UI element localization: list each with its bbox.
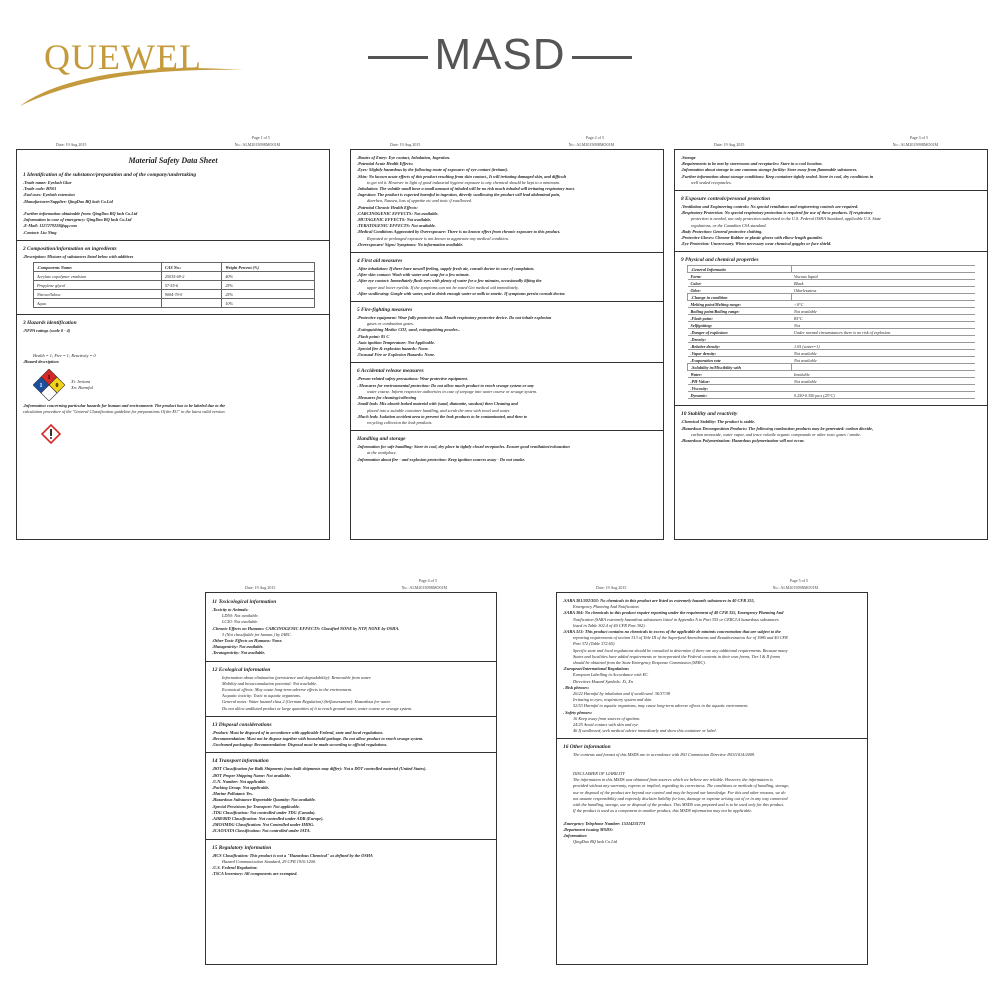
section-line: .Measures for cleaning/collecting	[357, 395, 417, 401]
section-line: . Safety phrases:	[563, 709, 593, 715]
section-heading: 9 Physical and chemical properties	[681, 257, 759, 264]
properties-row	[688, 294, 976, 301]
section-line: .Information about fire - and explosion protection: Keep ignition sources away - Do not smoke.	[357, 456, 526, 462]
section-line: .Person-related safety precautions: Wear protective equipment.	[357, 376, 468, 382]
page-date: Date: 19 Aug 2015	[596, 585, 627, 590]
property-value: Not available	[791, 378, 975, 385]
section-line: .Teratogenicity: Not available.	[212, 650, 266, 656]
section-heading: 15 Regulatory information	[212, 844, 272, 851]
section-line: .Much leak: Isolation accident area to prevent the leak products to be contaminated, and then to	[357, 413, 528, 419]
page-meta	[674, 135, 988, 149]
header-dash-right	[572, 56, 632, 59]
property-label: Boiling point/Boiling range:	[688, 308, 792, 315]
page-number: Page 5 of 5	[789, 578, 808, 583]
section-line: 16 Keep away from sources of ignition.	[573, 715, 641, 721]
section-line: .End uses: Eyelash extension	[23, 192, 75, 198]
properties-row	[688, 301, 976, 308]
header-text: MASD	[434, 30, 566, 79]
page-date: Date: 19 Aug 2015	[245, 585, 276, 590]
section-line: .Requirements to be met by storerooms and receptacles: Store in a cool location.	[681, 161, 823, 167]
property-label: Odor:	[688, 287, 792, 294]
section-line: .Information about storage in one common storage facility: Store away from flammable substances.	[681, 167, 858, 173]
section-heading: 2 Composition/information on ingredients	[23, 245, 117, 252]
section-line: .ADR/RID Classification: Not controlled under ADR (Europe).	[212, 816, 324, 822]
section-heading: 14 Transport information	[212, 758, 269, 765]
page-date: Date: 19 Aug 2015	[390, 142, 421, 147]
section-line: .SARA 301/302/303: No chemicals in this product are listed as extremely hazards substances in 40 CFR 355,	[563, 598, 755, 603]
section-line: .ICAO/IATA Classification: Not controlled under IATA.	[212, 828, 311, 834]
section-line: .Protective equipment: Wear fully protective suit. Mouth respiratory protective device. Do not inhale explosion	[357, 315, 552, 321]
nfpa-notes	[71, 379, 93, 391]
section-line: .Ventilation and Engineering controls: No special ventilation and engineering controls are required.	[681, 204, 859, 210]
section-line: . Measures for environmental protection: Do not allow much product to reach sewage system or any	[357, 382, 534, 388]
property-label: .Evaporation rate	[688, 357, 792, 364]
property-label: Selfigniting:	[688, 322, 792, 329]
section-line: placed into a suitable container handling, and scrub the area with towel and water.	[367, 407, 511, 413]
doc-number: No.: ALM201509RMO01M	[234, 142, 280, 147]
msds-page-2	[350, 135, 664, 540]
table-cell: Nitrocellulose	[34, 290, 162, 299]
section-line: .Emergency Telephone Number: 15314231773	[563, 820, 646, 826]
page-frame	[350, 149, 664, 540]
section-line: Mobility and bioaccumulation potential: Not available.	[222, 680, 318, 686]
quewel-logo	[14, 10, 254, 110]
header-title	[320, 30, 680, 80]
msds-section	[17, 169, 329, 241]
ghs-exclamation-icon	[41, 424, 61, 444]
table-row	[34, 281, 315, 290]
section-line: General notes: Water hazard class 2 (German Regulation) (Selfassessment): Hazardous for water.	[222, 699, 391, 705]
table-cell: 9004-70-0	[161, 290, 222, 299]
properties-table	[687, 265, 975, 399]
msds-section	[675, 408, 987, 448]
table-header-cell: Weight Percent (%)	[222, 263, 315, 272]
section-line: provided without any warranty, express or implied, regarding its correctness. The conditions or methods of handling, storage,	[573, 783, 790, 789]
table-row	[34, 299, 315, 308]
properties-row	[688, 371, 976, 378]
msds-section	[206, 596, 496, 662]
property-label: .Vapor density:	[688, 350, 792, 357]
section-line: .Special fire & explosion hazards: None.	[357, 346, 429, 352]
section-line: .Protective Gloves: Chrome Rubber or plastic gloves with elbow-length gauntlet.	[681, 235, 823, 241]
page-number: Page 2 of 5	[585, 135, 604, 140]
section-line: . Risk phrases:	[563, 684, 590, 690]
section-line: .Hazard description:	[23, 359, 60, 365]
section-line: .After inhalation: If there have unwell feeling, supply fresh air, consult doctor in case of complaints.	[357, 266, 535, 272]
nfpa-health-value: 1	[39, 383, 43, 390]
section-line: listed in Table 302.4 of 40 CFR Part 302).	[573, 622, 646, 628]
properties-row	[688, 364, 976, 371]
table-row	[34, 290, 315, 299]
page-title: Material Safety Data Sheet	[128, 156, 218, 165]
page-number: Page 1 of 5	[251, 135, 270, 140]
msds-section	[557, 596, 867, 739]
section-line: .Description: Mixture of substances listed below with additives	[23, 253, 134, 259]
section-heading: 12 Ecological information	[212, 666, 271, 673]
section-line: .IMO/IMDG Classification: Not Controlled under IMDG.	[212, 822, 315, 828]
nfpa-fire-value: 1	[47, 375, 51, 382]
property-value: Not available	[791, 308, 975, 315]
section-heading: Handling and storage	[357, 436, 406, 443]
nfpa-diamond-icon	[33, 369, 65, 401]
properties-row	[688, 308, 976, 315]
section-line: .Chemical Stability: The product is stable.	[681, 419, 756, 425]
properties-row	[688, 336, 976, 343]
section-line: .Trade code: BN01	[23, 186, 57, 192]
section-line: .Recommendation: Must not be dispose together with household garbage. Do not allow product to reach sewage system.	[212, 736, 424, 742]
properties-row	[688, 287, 976, 294]
section-heading: 4 First aid measures	[357, 258, 403, 265]
properties-row	[688, 392, 976, 399]
property-label: Water:	[688, 371, 792, 378]
property-label: .Density:	[688, 336, 792, 343]
section-line: .Manufacturer/Supplier: QingDao BQ lash Co.Ltd	[23, 198, 113, 204]
section-line: .After eye contact: Immediately flush eyes with plenty of water for a few minutes, occasionally lifting the	[357, 278, 542, 284]
section-line: States and localities have added requirements or incorporated the Federal contents in their own forms, Tier I & II forms	[573, 653, 781, 659]
section-line: diarrhea, Nausea, loss of appetite etc and toxic if swallowed.	[367, 198, 472, 204]
section-line: .DOT Classification for Bulk Shipments (non bulk shipments may differ): Not a DOT controlled material (United States).	[212, 766, 427, 772]
section-line: Repeated or prolonged exposure is not known to aggravate any medical condition.	[367, 235, 509, 241]
section-line: .TDG Classification: Not controlled under TDG (Canada).	[212, 809, 316, 815]
table-cell: Acrylate copolymer emulsion	[34, 272, 162, 281]
msds-section	[675, 153, 987, 191]
property-label: .Viscosity:	[688, 385, 792, 392]
brand-name: QUEWEL	[44, 37, 202, 77]
property-label: .PH-Value:	[688, 378, 792, 385]
section-line: .Eyes: Slightly hazardous by the following route of exposure: of eye contact (irritant).	[357, 167, 509, 173]
property-value: Not available	[791, 350, 975, 357]
property-label: Color:	[688, 280, 792, 287]
property-label: Dynamic:	[688, 392, 792, 399]
section-line: Irritating to eyes, respiratory system and skin.	[573, 697, 653, 703]
property-value: <0°C	[791, 301, 975, 308]
section-line: Acquatic toxicity: Toxic to aquatic organisms.	[222, 693, 301, 699]
section-line: .Mutagenicity: Not available.	[212, 644, 264, 650]
msds-page-3	[674, 135, 988, 540]
section-line: not assume responsibility and expressly disclaim liability for loss, damage or expense arising out of or in any way connected	[573, 795, 788, 801]
section-line: LC50: Not available.	[222, 619, 259, 625]
section-line: .Potential Chronic Health Effects:	[357, 204, 418, 210]
page-frame	[674, 149, 988, 540]
section-line: protection is needed, use only protection authorized in the U.S. Federal OSHA Standard, applicable U.S. State	[691, 216, 882, 222]
section-line: .Trade name: Eyelash Glue	[23, 180, 72, 185]
section-line: .Department issuing MSDS:	[563, 826, 614, 832]
section-line: .Chronic Effects on Humans: CARCINOGENIC EFFECTS: Classified NONE by NTP, NONE by OSHA.	[212, 625, 400, 631]
section-line: .Extinguishing Media: CO2, sand, extinguishing powder...	[357, 327, 461, 333]
section-line: .Inhalation: The volatile small have a small amount of inhaled will be no risk much inhaled will irritating respiratory tract.	[357, 186, 575, 192]
section-line: .TSCA Inventory: All components are exempted.	[212, 871, 298, 877]
page-number: Page 4 of 5	[418, 578, 437, 583]
doc-number: No.: ALM201509RMO01M	[772, 585, 818, 590]
section-line: carbon monoxide, water vapor, and trace volatile organic compounds or other toxic gases / smoke.	[691, 431, 862, 437]
section-heading: 11 Toxicological information	[212, 599, 277, 605]
section-line: with the handling, storage, use or disposal of the product. This MSDS was prepared and is to be used only for this product.	[573, 802, 785, 808]
section-line: to get rid it. However in light of good industrial hygiene exposure to any chemical should be kept to a minimum.	[367, 179, 560, 185]
section-line: .Marine Pollutant: Yes.	[212, 791, 253, 797]
doc-number: No.: ALM201509RMO01M	[401, 585, 447, 590]
section-line: .Information in case of emergency: QingDao BQ lash Co.Ltd	[23, 217, 132, 223]
section-line: Part 372 (Table 372.65).	[573, 641, 616, 647]
table-cell: 25035-69-2	[161, 272, 222, 281]
properties-row	[688, 343, 976, 350]
section-line: .Toxicity to Animals:	[212, 607, 249, 612]
property-value	[791, 385, 975, 392]
property-value: Odorlessness	[791, 287, 975, 294]
section-line: .MUTAGENIC EFFECTS: Not available.	[357, 217, 432, 223]
section-line: .Product: Must be disposed of in accordance with applicable Federal, state and local regulations.	[212, 729, 384, 735]
properties-row	[688, 385, 976, 392]
msds-section	[206, 719, 496, 754]
section-line: .Flash point: 85 C	[357, 333, 390, 339]
property-label: .Danger of explosion:	[688, 329, 792, 336]
section-line: .Overexposure/ Signs/ Symptoms: No information available.	[357, 241, 464, 247]
section-heading: 5 Fire-fighting measures	[357, 307, 413, 314]
msds-page-4	[205, 578, 497, 965]
msds-section	[675, 193, 987, 252]
section-line: Health = 1; Fire = 1; Reactivity = 0	[33, 352, 96, 358]
section-line: .Information concerning particular hazards for human and environment: The product has to be labeled due to the	[23, 403, 226, 409]
nfpa-reactivity-value: 0	[55, 383, 59, 390]
section-line: .Further information about storage conditions: Keep container tightly sealed. Store in cool, dry conditions in	[681, 173, 874, 179]
property-label: Form:	[688, 273, 792, 280]
section-line: .After skin contact: Wash with water and soap for a few minute.	[357, 272, 470, 278]
property-label: .Change in condition	[688, 294, 792, 301]
msds-section	[351, 365, 663, 431]
section-line: European Labelling in Accordance with EC	[573, 672, 649, 678]
section-line: should be obtained from the State Emergency Response Commission (SERC).	[573, 660, 706, 666]
msds-section	[206, 842, 496, 882]
page-frame	[205, 592, 497, 965]
table-cell: Aqua	[34, 299, 162, 308]
section-line: .Ingestion: The product is expected harmful in ingestion, directly swallowing the product will lead abdominal pain,	[357, 192, 561, 198]
msds-section	[17, 317, 329, 453]
section-line: LD50: Not available.	[222, 613, 259, 619]
page-meta	[350, 135, 664, 149]
msds-section	[351, 153, 663, 253]
section-line: Information about elimination (persistence and degradability): Removable from water.	[222, 674, 372, 680]
section-line: .Skin: No known acute effects of this product resulting from skin contact., It will irritating damaged skin, and difficult	[357, 173, 566, 179]
table-header-cell: CAS No.:	[161, 263, 222, 272]
doc-number: No.: ALM201509RMO01M	[892, 142, 938, 147]
nfpa-note: Xi: Irritant	[71, 379, 90, 385]
section-heading: 10 Stability and reactivity	[681, 411, 738, 418]
property-label: .General Informatio	[688, 266, 792, 273]
property-value: Viscous liquid	[791, 273, 975, 280]
page-meta	[556, 578, 868, 592]
table-cell: 25%	[222, 290, 315, 299]
section-heading: 16 Other information	[563, 744, 611, 751]
property-label: Melting point/Melting range:	[688, 301, 792, 308]
msds-section	[557, 741, 867, 849]
properties-row	[688, 322, 976, 329]
property-value: 1.05 (water=1)	[791, 343, 975, 350]
table-cell: 25%	[222, 281, 315, 290]
section-line: .Information:	[563, 833, 588, 839]
section-line: .DOT Proper Shipping Name: Not available.	[212, 772, 291, 778]
section-line: 3 (Not classifiable for human.) by IARC.	[222, 631, 292, 637]
section-line: .SARA 304: No chemicals in this product require reporting under the requirement of 40 CFR 355, Emergency Planning And	[563, 610, 784, 616]
section-line: 52/53 Harmful to aquatic organisms, may cause long-term adverse effects in the aquatic environment.	[573, 703, 749, 709]
section-line: .Other Toxic Effects on Humans: None.	[212, 638, 283, 644]
section-heading: 8 Exposure controls/personal protection	[681, 196, 771, 203]
table-header-row	[34, 263, 315, 272]
section-line: .Contact: Liu Ning	[23, 229, 57, 235]
page-number: Page 3 of 5	[909, 135, 928, 140]
section-line: .Medical Conditions Aggravated by Overexposure: There is no known effect from chronic exposure to this product.	[357, 229, 561, 235]
property-value	[791, 294, 975, 301]
section-line: reporting requirements of section 313 of Title III of the Superfund Amendments and Reauthorization Act of 1986 and 40 CFR	[573, 635, 788, 641]
msds-section	[206, 664, 496, 717]
section-line: Specific state and local regulations should be consulted to determine if there are any additional requirements. Because many	[573, 647, 788, 653]
section-line: DISCLAIMER OF LIABILITY	[573, 771, 625, 777]
section-line: .Unusual Fire or Explosion Hazards: None.	[357, 352, 435, 358]
property-label: .Solubility in/Miscibility with	[688, 364, 792, 371]
section-line: recycling collection the leak products.	[367, 419, 433, 425]
page-meta	[16, 135, 330, 149]
msds-section	[675, 254, 987, 406]
msds-section	[351, 433, 663, 467]
msds-section	[351, 304, 663, 363]
properties-row	[688, 329, 976, 336]
section-line: The contents and format of this MSDS are in accordance with ISO Commission Directive ISO11014/2009.	[573, 752, 756, 758]
msds-section	[351, 255, 663, 302]
section-line: .E-Mail: 1127279228@qq.com	[23, 223, 77, 229]
section-line: .TERATOGENIC EFFECTS: Not available.	[357, 223, 436, 229]
section-line: water course. Inform respective authorities in case of seepage into water course or sewage system.	[367, 388, 538, 394]
section-line: .Storage	[681, 155, 696, 160]
section-line: Do not allow undiluted product or large quantities of it to reach ground water, water course or sewage system.	[222, 705, 413, 711]
section-line: If the product is used as a component in another product, this MSDS information may not be applicable.	[573, 808, 753, 814]
table-row	[34, 272, 315, 281]
section-line: .Uncleaned packaging: Recommendation: Disposal must be made according to official regulations.	[212, 742, 388, 748]
properties-row	[688, 378, 976, 385]
section-line: .Eye Protection: Unnecessary. When necessary wear chemical goggles or face shield.	[681, 241, 832, 247]
section-line: .Respiratory Protection: No special respiratory protection is required for use of these products. If respiratory	[681, 210, 873, 216]
section-line: Ecotoxical effects: May cause long-term adverse effects in the environment.	[222, 687, 353, 693]
section-line: .After swallowing: Gargle with water, and to drink enough water or milk to emetic. If symptoms persist consult doctor.	[357, 290, 566, 296]
section-line: .U.N. Number: Not applicable.	[212, 778, 267, 784]
section-line: 46 If swallowed, seek medical advice immediately and show this container or label.	[573, 728, 717, 734]
property-label: .Flash point:	[688, 315, 792, 322]
property-value: Black	[791, 280, 975, 287]
property-value: Not available	[791, 357, 975, 364]
property-value: Not	[791, 322, 975, 329]
section-line: .Small leak: Mix absorb leaked material with (sand, diatomite, sawdust) then Cleaning and	[357, 401, 518, 407]
section-line: .SARA 313: This product contains no chemicals in excess of the applicable de minimis concentration that are subject to the	[563, 629, 781, 635]
section-line: upper and lower eyelids. If the symptoms can not be eased Get medical aid immediately.	[367, 284, 519, 290]
section-line: at the workplace.	[367, 450, 397, 456]
section-line: regulations, or the Canadian CSA standard.	[691, 222, 767, 228]
section-heading: 13 Disposal considerations	[212, 721, 272, 728]
page-frame	[556, 592, 868, 965]
section-heading: 3 Hazards identification	[23, 320, 77, 327]
property-value	[791, 266, 975, 273]
section-line: Hazard Communication Standard, 29 CFR 1910.1200.	[222, 858, 316, 864]
section-line: .U.S. Federal Regulation:	[212, 865, 258, 871]
page-date: Date: 19 Aug 2015	[714, 142, 745, 147]
section-line: calculation procedure of the "General Classification guideline for preparations Of the EU" in the latest valid version.	[23, 409, 226, 415]
properties-row	[688, 266, 976, 273]
section-line: use or disposal of the product are beyond our control and may be beyond our knowledge. For this and other reasons, we do	[573, 789, 786, 795]
section-line: .Potential Acute Health Effects:	[357, 161, 414, 167]
table-cell: 10%	[222, 299, 315, 308]
section-line: .Routes of Entry: Eye contact, Inhalation, Ingestion.	[357, 155, 451, 160]
section-line: .Body Protection: General protective clothing.	[681, 228, 763, 234]
msds-page-5	[556, 578, 868, 965]
section-line: well sealed receptacles.	[691, 179, 732, 185]
header-dash-left	[368, 56, 428, 59]
table-cell: Propylene glycol	[34, 281, 162, 290]
nfpa-note: Xn: Harmful	[71, 385, 93, 391]
table-cell: 57-55-6	[161, 281, 222, 290]
section-line: 20/22 Harmful by inhalation and if swallowed. 36/37/38	[573, 691, 670, 697]
properties-row	[688, 315, 976, 322]
msds-page-1	[16, 135, 330, 540]
property-value: Under normal circumstances there is no risk of explosion.	[791, 329, 975, 336]
section-line: .Hazardous Polymerization: Hazardous polymerization will not occur.	[681, 438, 805, 444]
table-cell: 40%	[222, 272, 315, 281]
section-line: Directives Hazard Symbols: Xi, Xn	[573, 678, 633, 684]
section-line: gases or combustion gases.	[367, 321, 415, 327]
property-value: Insoluble	[791, 371, 975, 378]
properties-row	[688, 273, 976, 280]
property-value	[791, 336, 975, 343]
msds-section	[206, 755, 496, 839]
section-line: Emergency Planning And Notification.	[573, 604, 640, 610]
section-line: .HCS Classification: This product is not a "Hazardous Chemical" as defined by the OSHA	[212, 852, 373, 858]
section-line: .Packing Group: Not applicable.	[212, 785, 270, 791]
section-line: The information in this MSDS was obtained from sources which we believe are reliable. However, the information is	[573, 777, 773, 783]
section-line: .NFPA ratings (scale 0 - 4)	[23, 328, 71, 334]
section-line: .European/International Regulations	[563, 666, 629, 672]
property-value: 85°C	[791, 315, 975, 322]
page-frame	[16, 149, 330, 540]
property-label: .Relative density:	[688, 343, 792, 350]
property-value	[791, 364, 975, 371]
section-line: .Auto ignition Temperature: Not Applicable.	[357, 339, 435, 345]
property-value: 0.250-0.350 pa.s (25°C)	[791, 392, 975, 399]
section-line: QingDao BQ lash Co.Ltd	[573, 839, 617, 845]
section-heading: 1 Identification of the substance/preparation and of the company/undertaking	[23, 172, 197, 178]
page-date: Date: 19 Aug 2015	[56, 142, 87, 147]
page-meta	[205, 578, 497, 592]
nfpa-block	[33, 369, 323, 401]
section-line: .Further information obtainable from: QingDao BQ lash Co.Ltd	[23, 211, 138, 217]
section-line: .Special Provisions for Transport: Not applicable.	[212, 803, 300, 809]
section-line: .CARCINOGENIC EFFECTS: Not available.	[357, 210, 439, 216]
ingredients-table	[33, 262, 315, 308]
properties-row	[688, 280, 976, 287]
doc-number: No.: ALM201509RMO01M	[568, 142, 614, 147]
section-line: 24/25 Avoid contact with skin and eye.	[573, 722, 640, 728]
section-line: .Hazardous Substance Reportable Quantity: Not available.	[212, 797, 316, 803]
section-line: .Hazardous Decomposition Products: The following combustion products may be generated: carbon dioxide,	[681, 425, 874, 431]
msds-section	[17, 243, 329, 315]
section-line: .Information for safe handling: Store in cool, dry place in tightly closed receptacles. Ensure good ventilation/exhaustion	[357, 444, 570, 450]
section-line: Notification (SARA extremely hazardous substances listed in Appendix A to Part 355 or CERCLA hazardous substances	[573, 616, 779, 622]
section-heading: 6 Accidental release measures	[357, 368, 424, 375]
table-cell	[161, 299, 222, 308]
properties-row	[688, 350, 976, 357]
properties-row	[688, 357, 976, 364]
table-header-cell: .Components Name:	[34, 263, 162, 272]
